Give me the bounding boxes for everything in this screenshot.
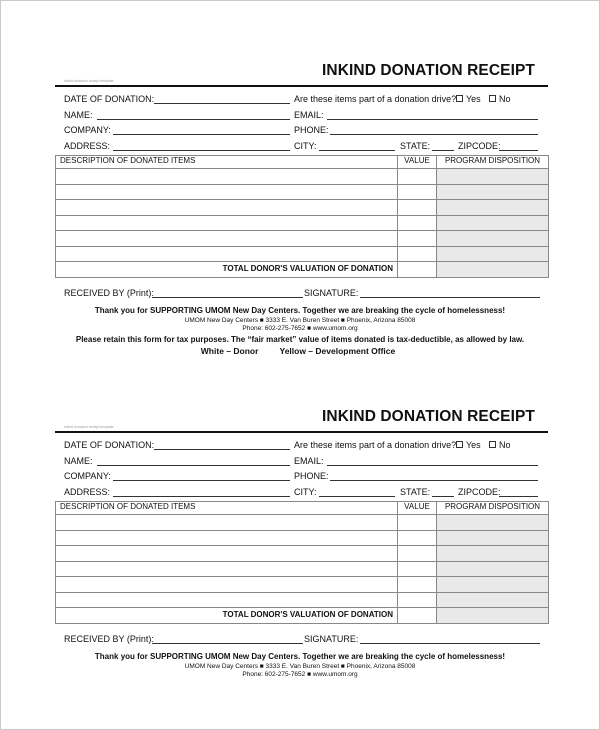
value-cell[interactable] xyxy=(398,561,437,577)
total-label: TOTAL DONOR'S VALUATION OF DONATION xyxy=(56,608,398,624)
date-label: DATE OF DONATION: xyxy=(64,440,155,450)
value-cell[interactable] xyxy=(398,215,437,231)
drive-question: Are these items part of a donation drive? xyxy=(294,440,457,450)
address-label: ADDRESS: xyxy=(64,141,111,151)
faint-caption: Inkind donation receipt template xyxy=(64,79,114,83)
drive-yes-option[interactable] xyxy=(456,440,481,451)
table-row xyxy=(56,169,549,185)
signature-label: SIGNATURE: xyxy=(304,288,359,298)
total-value-cell[interactable] xyxy=(398,262,437,278)
checkbox-icon[interactable] xyxy=(489,95,496,102)
yes-label: Yes xyxy=(466,94,481,104)
phone-field[interactable] xyxy=(330,480,538,481)
total-disp-cell xyxy=(437,262,549,278)
disp-cell xyxy=(437,246,549,262)
state-field[interactable] xyxy=(432,496,454,497)
table-row xyxy=(56,515,549,531)
value-cell[interactable] xyxy=(398,530,437,546)
value-cell[interactable] xyxy=(398,515,437,531)
email-label: EMAIL: xyxy=(294,456,324,466)
zip-field[interactable] xyxy=(499,150,538,151)
table-header-row xyxy=(56,502,549,515)
faint-caption: Inkind donation receipt template xyxy=(64,425,114,429)
phone-label: PHONE: xyxy=(294,471,329,481)
value-cell[interactable] xyxy=(398,592,437,608)
table-row xyxy=(56,577,549,593)
col-disp-header: PROGRAM DISPOSITION xyxy=(437,502,549,515)
title-rule xyxy=(55,431,548,433)
table-row xyxy=(56,231,549,247)
checkbox-icon[interactable] xyxy=(456,441,463,448)
yes-label: Yes xyxy=(466,440,481,450)
total-row xyxy=(56,262,549,278)
desc-cell[interactable] xyxy=(56,184,398,200)
signature-field[interactable] xyxy=(360,643,540,644)
received-field[interactable] xyxy=(152,643,303,644)
company-label: COMPANY: xyxy=(64,125,111,135)
thanks-text: Thank you for SUPPORTING UMOM New Day Centers. Together we are breaking the cycle of homelessness! xyxy=(94,652,506,661)
desc-cell[interactable] xyxy=(56,530,398,546)
disp-cell xyxy=(437,231,549,247)
value-cell[interactable] xyxy=(398,577,437,593)
desc-cell[interactable] xyxy=(56,215,398,231)
address-field[interactable] xyxy=(113,150,290,151)
phone-field[interactable] xyxy=(330,134,538,135)
title-rule xyxy=(55,85,548,87)
desc-cell[interactable] xyxy=(56,169,398,185)
checkbox-icon[interactable] xyxy=(489,441,496,448)
company-field[interactable] xyxy=(113,480,290,481)
disp-cell xyxy=(437,515,549,531)
drive-no-option[interactable] xyxy=(489,440,511,451)
receipt-title: INKIND DONATION RECEIPT xyxy=(322,62,535,79)
drive-no-option[interactable] xyxy=(489,94,511,105)
value-cell[interactable] xyxy=(398,231,437,247)
zip-label: ZIPCODE: xyxy=(458,141,501,151)
state-label: STATE: xyxy=(400,141,431,151)
drive-question: Are these items part of a donation drive? xyxy=(294,94,457,104)
disp-cell xyxy=(437,546,549,562)
table-row xyxy=(56,200,549,216)
checkbox-icon[interactable] xyxy=(456,95,463,102)
disp-cell xyxy=(437,184,549,200)
col-value-header: VALUE xyxy=(398,156,437,169)
total-row xyxy=(56,608,549,624)
date-field[interactable] xyxy=(154,449,290,450)
disp-cell xyxy=(437,530,549,546)
company-field[interactable] xyxy=(113,134,290,135)
drive-yes-option[interactable] xyxy=(456,94,481,105)
table-row xyxy=(56,546,549,562)
desc-cell[interactable] xyxy=(56,592,398,608)
donated-items-table xyxy=(55,155,549,278)
disp-cell xyxy=(437,215,549,231)
disp-cell xyxy=(437,169,549,185)
table-row xyxy=(56,215,549,231)
disp-cell xyxy=(437,592,549,608)
address-field[interactable] xyxy=(113,496,290,497)
no-label: No xyxy=(499,94,511,104)
copy-distribution: White – Donor Yellow – Development Office xyxy=(200,346,396,356)
desc-cell[interactable] xyxy=(56,231,398,247)
table-row xyxy=(56,592,549,608)
col-disp-header: PROGRAM DISPOSITION xyxy=(437,156,549,169)
date-field[interactable] xyxy=(154,103,290,104)
table-row xyxy=(56,184,549,200)
zip-field[interactable] xyxy=(499,496,538,497)
desc-cell[interactable] xyxy=(56,561,398,577)
received-label: RECEIVED BY (Print): xyxy=(64,288,154,298)
zip-label: ZIPCODE: xyxy=(458,487,501,497)
value-cell[interactable] xyxy=(398,546,437,562)
desc-cell[interactable] xyxy=(56,200,398,216)
disp-cell xyxy=(437,577,549,593)
table-row xyxy=(56,561,549,577)
value-cell[interactable] xyxy=(398,184,437,200)
col-desc-header: DESCRIPTION OF DONATED ITEMS xyxy=(56,502,398,515)
total-value-cell[interactable] xyxy=(398,608,437,624)
name-field[interactable] xyxy=(97,119,290,120)
name-label: NAME: xyxy=(64,110,93,120)
col-desc-header: DESCRIPTION OF DONATED ITEMS xyxy=(56,156,398,169)
city-label: CITY: xyxy=(294,487,317,497)
value-cell[interactable] xyxy=(398,169,437,185)
value-cell[interactable] xyxy=(398,246,437,262)
no-label: No xyxy=(499,440,511,450)
company-label: COMPANY: xyxy=(64,471,111,481)
city-label: CITY: xyxy=(294,141,317,151)
signature-field[interactable] xyxy=(360,297,540,298)
city-field[interactable] xyxy=(319,150,395,151)
name-label: NAME: xyxy=(64,456,93,466)
phone-label: PHONE: xyxy=(294,125,329,135)
state-label: STATE: xyxy=(400,487,431,497)
email-label: EMAIL: xyxy=(294,110,324,120)
received-label: RECEIVED BY (Print): xyxy=(64,634,154,644)
donated-items-table xyxy=(55,501,549,624)
city-field[interactable] xyxy=(319,496,395,497)
col-value-header: VALUE xyxy=(398,502,437,515)
signature-label: SIGNATURE: xyxy=(304,634,359,644)
date-label: DATE OF DONATION: xyxy=(64,94,155,104)
email-field[interactable] xyxy=(327,465,538,466)
value-cell[interactable] xyxy=(398,200,437,216)
received-field[interactable] xyxy=(152,297,303,298)
table-row xyxy=(56,530,549,546)
address-label: ADDRESS: xyxy=(64,487,111,497)
email-field[interactable] xyxy=(327,119,538,120)
org-phone: Phone: 602-275-7652 ■ www.umom.org xyxy=(242,325,358,332)
state-field[interactable] xyxy=(432,150,454,151)
org-phone: Phone: 602-275-7652 ■ www.umom.org xyxy=(242,671,358,678)
total-label: TOTAL DONOR'S VALUATION OF DONATION xyxy=(56,262,398,278)
table-row xyxy=(56,246,549,262)
tax-note: Please retain this form for tax purposes. The “fair market” value of items donated is tax-deductible, as allowed by law. xyxy=(75,335,525,344)
table-header-row xyxy=(56,156,549,169)
org-address: UMOM New Day Centers ■ 3333 E. Van Buren Street ■ Phoenix, Arizona 85008 xyxy=(184,663,416,670)
org-address: UMOM New Day Centers ■ 3333 E. Van Buren Street ■ Phoenix, Arizona 85008 xyxy=(184,317,416,324)
name-field[interactable] xyxy=(97,465,290,466)
disp-cell xyxy=(437,200,549,216)
desc-cell[interactable] xyxy=(56,546,398,562)
desc-cell[interactable] xyxy=(56,577,398,593)
total-disp-cell xyxy=(437,608,549,624)
thanks-text: Thank you for SUPPORTING UMOM New Day Centers. Together we are breaking the cycle of homelessness! xyxy=(94,306,506,315)
disp-cell xyxy=(437,561,549,577)
desc-cell[interactable] xyxy=(56,246,398,262)
desc-cell[interactable] xyxy=(56,515,398,531)
receipt-title: INKIND DONATION RECEIPT xyxy=(322,408,535,425)
